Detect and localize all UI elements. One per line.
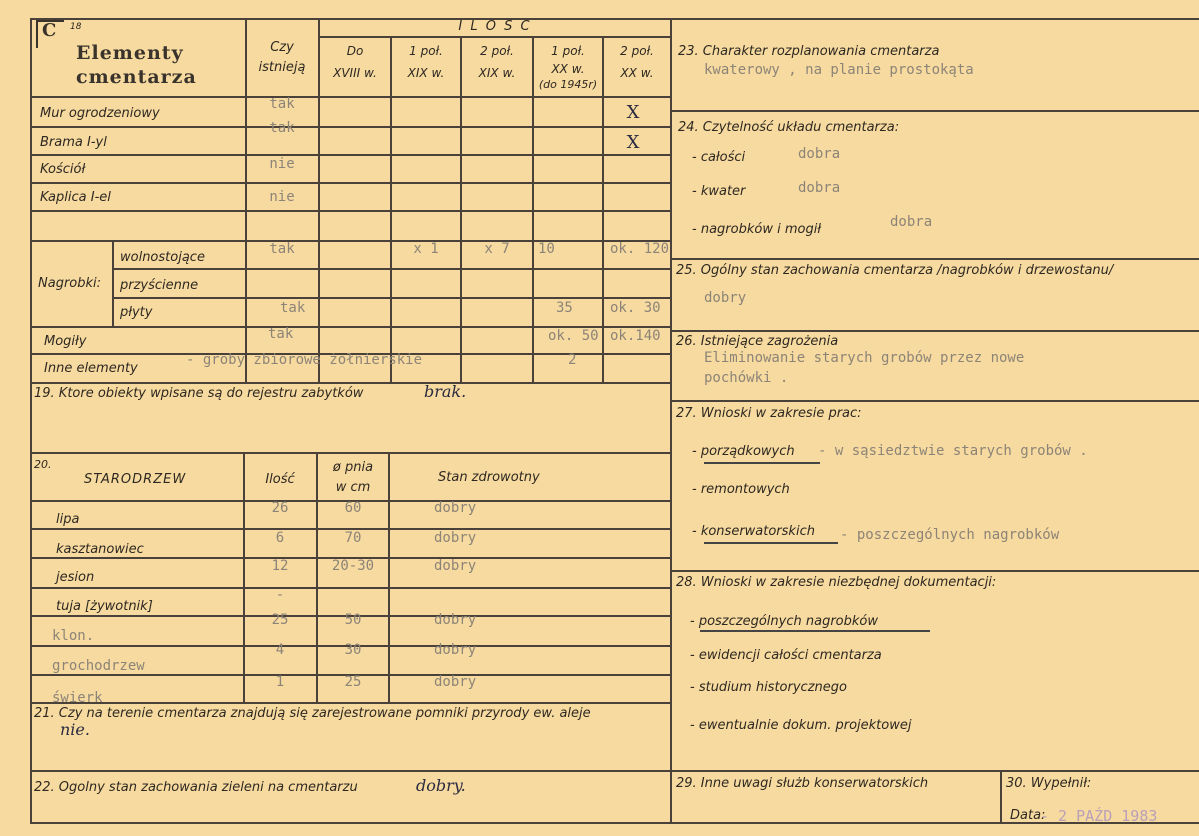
nagrobki-count: 35 — [556, 300, 573, 316]
tree-condition: dobry — [434, 530, 477, 546]
title-line-1: Elementy — [76, 42, 184, 64]
row-line — [30, 240, 672, 242]
hdr-ilosc: I L O S C — [458, 19, 532, 34]
tree-qty: - — [275, 587, 285, 603]
element-name: Brama I-yl — [40, 135, 107, 150]
tree-name: jesion — [56, 570, 95, 585]
element-exists: tak — [269, 120, 295, 136]
q24-item-answer: dobra — [798, 146, 841, 162]
q20-num: 20. — [34, 458, 52, 471]
tree-name: świerk — [52, 690, 103, 706]
q27-underline — [704, 462, 820, 464]
q21-answer: nie. — [60, 720, 90, 739]
q28-underline — [700, 630, 930, 632]
period-label: XX w. — [620, 66, 654, 80]
nagrobki-divider — [112, 240, 114, 326]
header-bottom-line — [30, 96, 672, 98]
row-line — [30, 182, 672, 184]
element-mark: X — [626, 102, 640, 123]
staro-hdr-stan: Stan zdrowotny — [438, 470, 540, 485]
q27-item-answer: - poszczególnych nagrobków — [840, 527, 1060, 543]
mogily-count: ok. 50 — [548, 328, 599, 344]
q28-item: - ewentualnie dokum. projektowej — [690, 718, 912, 733]
q26-answer-1: Eliminowanie starych grobów przez nowe — [704, 350, 1025, 366]
tree-condition: dobry — [434, 558, 477, 574]
period-label: XX w. — [551, 62, 585, 76]
row-line — [30, 587, 672, 589]
title-line-2: cmentarza — [76, 66, 197, 88]
tree-diameter: 20-30 — [331, 558, 375, 574]
q29-label: 29. Inne uwagi służb konserwatorskich — [676, 776, 929, 791]
date-stamp: - 2 PAŹD 1983 — [1040, 807, 1158, 825]
tree-name: grochodrzew — [52, 658, 145, 674]
q30-label: 30. Wypełnił: — [1006, 776, 1092, 791]
period-label: (do 1945r) — [538, 78, 598, 91]
tree-condition: dobry — [434, 674, 477, 690]
q24-item-answer: dobra — [890, 214, 933, 230]
right-col-line — [1000, 770, 1002, 824]
q24-item-label: - całości — [692, 150, 746, 165]
period-label: 2 poł. — [480, 44, 514, 58]
row-line — [30, 154, 672, 156]
q27-item-label: - konserwatorskich — [692, 524, 815, 539]
q28-item: - ewidencji całości cmentarza — [690, 648, 882, 663]
q27-underline — [704, 542, 838, 544]
nagrobki-type: przyścienne — [120, 278, 199, 293]
col-line-3 — [390, 36, 392, 382]
element-name: Kościół — [40, 162, 86, 177]
row-line — [30, 702, 672, 704]
tree-diameter: 25 — [344, 674, 362, 690]
tree-diameter: 30 — [344, 642, 362, 658]
tree-condition: dobry — [434, 612, 477, 628]
staro-hdr-pnia-unit: w cm — [335, 480, 371, 495]
hdr-istnieja: istnieją — [258, 60, 306, 75]
tree-diameter: 60 — [344, 500, 362, 516]
q28-label: 28. Wnioski w zakresie niezbędnej dokumentacji: — [676, 575, 997, 590]
q22-label: 22. Ogolny stan zachowania zieleni na cmentarzu — [34, 780, 358, 795]
right-line — [670, 110, 1199, 112]
mogily-exists: tak — [268, 326, 294, 342]
tree-qty: 6 — [275, 530, 285, 546]
tree-name: lipa — [56, 512, 80, 527]
inne-name: Inne elementy — [44, 361, 138, 376]
period-label: 2 poł. — [620, 44, 654, 58]
element-name: Mur ogrodzeniowy — [40, 106, 160, 121]
col-line-4 — [460, 36, 462, 382]
nagrobki-count: 10 — [538, 241, 555, 257]
staro-col — [388, 452, 390, 704]
staro-hdr-ilosc: Ilość — [265, 472, 295, 487]
staro-col — [243, 452, 245, 704]
staro-hdr-name: STARODRZEW — [84, 472, 187, 487]
q26-label: 26. Istniejące zagrożenia — [676, 334, 839, 349]
right-line — [670, 400, 1199, 402]
right-line — [670, 330, 1199, 332]
mogily-count: ok.140 — [610, 328, 661, 344]
row-line — [30, 382, 672, 384]
element-name: Kaplica I-el — [40, 190, 111, 205]
tree-qty: 12 — [271, 558, 289, 574]
period-label: XIX w. — [478, 66, 516, 80]
row-line — [112, 297, 672, 299]
row-line — [30, 452, 672, 454]
period-label: 1 poł. — [409, 44, 443, 58]
q24-item-answer: dobra — [798, 180, 841, 196]
nagrobki-count: x 1 — [413, 241, 439, 257]
period-label: XVIII w. — [333, 66, 377, 80]
q28-item: - poszczególnych nagrobków — [690, 614, 878, 629]
tree-condition: dobry — [434, 642, 477, 658]
right-line — [670, 770, 1199, 772]
tree-qty: 1 — [275, 674, 285, 690]
staro-hdr-pnia: ø pnia — [332, 460, 374, 475]
section-code: C — [42, 20, 58, 41]
row-line — [112, 268, 672, 270]
period-label: XIX w. — [407, 66, 445, 80]
q22-answer: dobry. — [416, 776, 466, 795]
tree-qty: 26 — [271, 500, 289, 516]
hdr-czy: Czy — [270, 40, 294, 55]
q23-answer: kwaterowy , na planie prostokąta — [704, 62, 974, 78]
q23-label: 23. Charakter rozplanowania cmentarza — [678, 44, 940, 59]
q27-item-answer: - w sąsiedztwie starych grobów . — [818, 443, 1088, 459]
nagrobki-count: ok. 120 — [610, 241, 670, 257]
row-line — [30, 126, 672, 128]
period-label: 1 poł. — [551, 44, 585, 58]
nagrobki-exists: tak — [280, 300, 306, 316]
col-line-6 — [602, 36, 604, 382]
tree-condition: dobry — [434, 500, 477, 516]
nagrobki-exists: tak — [269, 241, 295, 257]
mogily-name: Mogiły — [44, 334, 87, 349]
row-line — [30, 210, 672, 212]
ilosc-underline — [318, 36, 672, 38]
right-line — [670, 570, 1199, 572]
tree-name: klon. — [52, 628, 95, 644]
nagrobki-label: Nagrobki: — [38, 276, 102, 291]
inne-count: 2 — [568, 352, 577, 368]
q19-answer: brak. — [424, 382, 467, 401]
row-line — [30, 770, 672, 772]
element-exists: nie — [269, 156, 295, 172]
q27-label: 27. Wnioski w zakresie prac: — [676, 406, 862, 421]
q21-label: 21. Czy na terenie cmentarza znajdują się zarejestrowane pomniki przyrody ew. aleje — [34, 706, 591, 721]
tree-diameter: 50 — [344, 612, 362, 628]
q25-answer: dobry — [704, 290, 747, 306]
tree-name: kasztanowiec — [56, 542, 144, 557]
nagrobki-type: płyty — [120, 305, 153, 320]
data-label: Data: — [1010, 808, 1046, 823]
q24-item-label: - nagrobków i mogił — [692, 222, 822, 237]
element-exists: nie — [269, 189, 295, 205]
q19-label: 19. Ktore obiekty wpisane są do rejestru zabytków — [34, 386, 364, 401]
q24-item-label: - kwater — [692, 184, 746, 199]
tree-diameter: 70 — [344, 530, 362, 546]
right-line — [670, 258, 1199, 260]
element-mark: X — [626, 132, 640, 153]
q27-item-label: - porządkowych — [692, 444, 795, 459]
tree-qty: 4 — [275, 642, 285, 658]
nagrobki-count: x 7 — [484, 241, 510, 257]
section-sup: 18 — [70, 22, 82, 32]
tree-qty: 25 — [271, 612, 289, 628]
element-exists: tak — [269, 96, 295, 112]
q28-item: - studium historycznego — [690, 680, 847, 695]
q26-answer-2: pochówki . — [704, 370, 789, 386]
q27-item-label: - remontowych — [692, 482, 790, 497]
q25-label: 25. Ogólny stan zachowania cmentarza /nagrobków i drzewostanu/ — [676, 263, 1114, 278]
period-label: Do — [346, 44, 364, 58]
nagrobki-type: wolnostojące — [120, 250, 205, 265]
tree-name: tuja [żywotnik] — [56, 599, 153, 614]
nagrobki-count: ok. 30 — [610, 300, 661, 316]
inne-note: - groby zbiorowe żołnierskie — [186, 352, 423, 368]
q24-label: 24. Czytelność układu cmentarza: — [678, 120, 900, 135]
